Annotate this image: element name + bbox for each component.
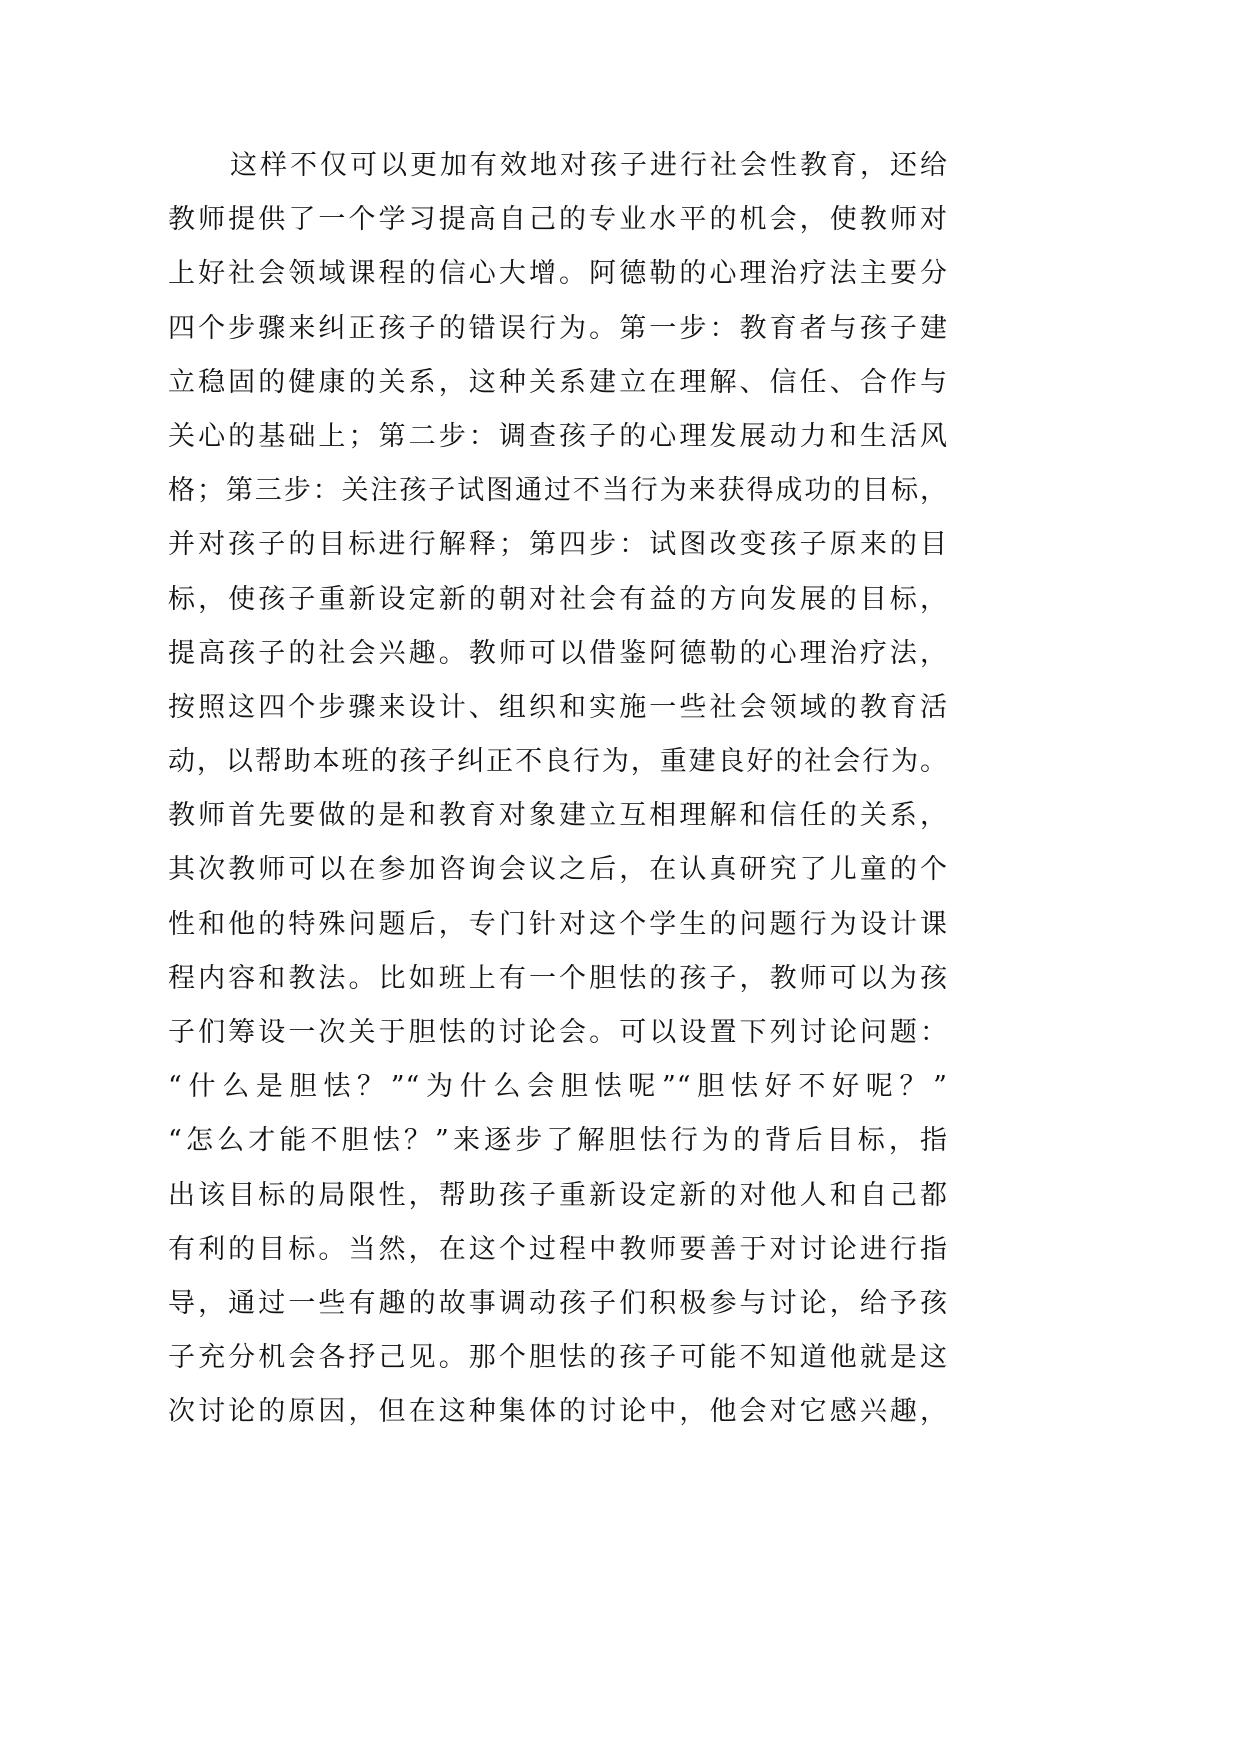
text-line: 四个步骤来纠正孩子的错误行为。第一步：教育者与孩子建	[168, 312, 948, 344]
text-line: 程内容和教法。比如班上有一个胆怯的孩子，教师可以为孩	[168, 962, 948, 994]
text-line: 这样不仅可以更加有效地对孩子进行社会性教育，还给	[230, 150, 948, 181]
text-line: 教师提供了一个学习提高自己的专业水平的机会，使教师对	[168, 204, 948, 236]
text-line: 标，使孩子重新设定新的朝对社会有益的方向发展的目标，	[168, 583, 948, 615]
text-line: 导，通过一些有趣的故事调动孩子们积极参与讨论，给予孩	[168, 1287, 948, 1319]
text-line: 子们筹设一次关于胆怯的讨论会。可以设置下列讨论问题：	[168, 1017, 948, 1048]
text-line: 立稳固的健康的关系，这种关系建立在理解、信任、合作与	[168, 366, 948, 398]
text-line: 并对孩子的目标进行解释；第四步：试图改变孩子原来的目	[168, 529, 948, 561]
text-line: 次讨论的原因，但在这种集体的讨论中，他会对它感兴趣，	[168, 1396, 948, 1428]
text-line: 其次教师可以在参加咨询会议之后，在认真研究了儿童的个	[168, 854, 948, 886]
text-line: “什么是胆怯？”“为什么会胆怯呢”“胆怯好不好呢？”	[168, 1071, 948, 1103]
text-line: 有利的目标。当然，在这个过程中教师要善于对讨论进行指	[168, 1233, 948, 1265]
text-line: 子充分机会各抒己见。那个胆怯的孩子可能不知道他就是这	[168, 1342, 948, 1374]
text-line: “怎么才能不胆怯？”来逐步了解胆怯行为的背后目标，指	[168, 1125, 948, 1157]
body-paragraph	[168, 139, 948, 1440]
text-line: 格；第三步：关注孩子试图通过不当行为来获得成功的目标，	[168, 475, 948, 507]
text-line: 教师首先要做的是和教育对象建立互相理解和信任的关系，	[168, 800, 948, 832]
text-line: 提高孩子的社会兴趣。教师可以借鉴阿德勒的心理治疗法，	[168, 637, 948, 669]
text-line: 关心的基础上；第二步：调查孩子的心理发展动力和生活风	[168, 420, 948, 452]
text-line: 按照这四个步骤来设计、组织和实施一些社会领域的教育活	[168, 691, 948, 723]
text-line: 上好社会领域课程的信心大增。阿德勒的心理治疗法主要分	[168, 258, 948, 290]
text-line: 动，以帮助本班的孩子纠正不良行为，重建良好的社会行为。	[168, 746, 948, 778]
text-line: 出该目标的局限性，帮助孩子重新设定新的对他人和自己都	[168, 1179, 948, 1211]
text-line: 性和他的特殊问题后，专门针对这个学生的问题行为设计课	[168, 908, 948, 940]
